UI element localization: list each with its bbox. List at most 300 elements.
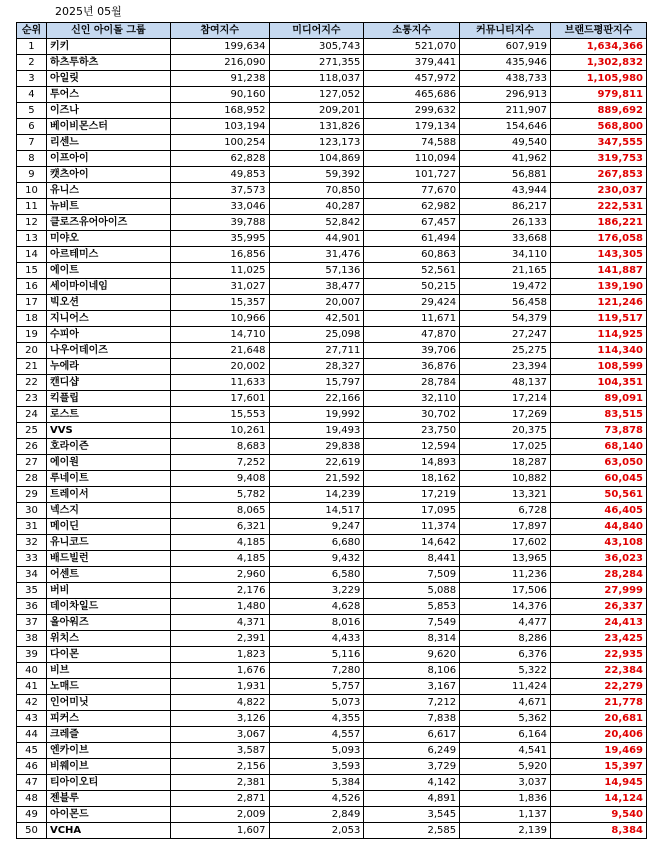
cell-rank: 28 (17, 471, 47, 487)
cell-media: 104,869 (269, 151, 364, 167)
cell-media: 25,098 (269, 327, 364, 343)
cell-brand-index: 63,050 (551, 455, 647, 471)
cell-participation: 4,185 (170, 551, 269, 567)
cell-community: 6,164 (460, 727, 551, 743)
cell-communication: 36,876 (364, 359, 460, 375)
cell-brand-index: 26,337 (551, 599, 647, 615)
cell-brand-index: 60,045 (551, 471, 647, 487)
table-header-row (17, 23, 647, 39)
cell-group-name: 아일릿 (46, 71, 170, 87)
cell-brand-index: 139,190 (551, 279, 647, 295)
cell-group-name: 캔디샵 (46, 375, 170, 391)
cell-rank: 15 (17, 263, 47, 279)
cell-participation: 1,931 (170, 679, 269, 695)
cell-participation: 17,601 (170, 391, 269, 407)
cell-brand-index: 9,540 (551, 807, 647, 823)
cell-media: 19,493 (269, 423, 364, 439)
cell-participation: 31,027 (170, 279, 269, 295)
cell-community: 25,275 (460, 343, 551, 359)
table-row (17, 279, 647, 295)
cell-community: 17,897 (460, 519, 551, 535)
cell-participation: 91,238 (170, 71, 269, 87)
cell-participation: 199,634 (170, 39, 269, 55)
cell-community: 23,394 (460, 359, 551, 375)
table-row (17, 71, 647, 87)
cell-brand-index: 222,531 (551, 199, 647, 215)
cell-participation: 2,960 (170, 567, 269, 583)
cell-group-name: 누에라 (46, 359, 170, 375)
cell-group-name: VCHA (46, 823, 170, 839)
cell-communication: 50,215 (364, 279, 460, 295)
table-row (17, 55, 647, 71)
cell-rank: 24 (17, 407, 47, 423)
cell-media: 44,901 (269, 231, 364, 247)
cell-community: 17,214 (460, 391, 551, 407)
table-row (17, 599, 647, 615)
cell-group-name: 아이몬드 (46, 807, 170, 823)
cell-communication: 7,838 (364, 711, 460, 727)
cell-community: 17,506 (460, 583, 551, 599)
cell-media: 5,757 (269, 679, 364, 695)
cell-rank: 47 (17, 775, 47, 791)
cell-brand-index: 15,397 (551, 759, 647, 775)
table-row (17, 551, 647, 567)
cell-group-name: 수피아 (46, 327, 170, 343)
cell-community: 11,236 (460, 567, 551, 583)
cell-rank: 6 (17, 119, 47, 135)
cell-community: 4,541 (460, 743, 551, 759)
cell-rank: 1 (17, 39, 47, 55)
cell-community: 34,110 (460, 247, 551, 263)
cell-communication: 61,494 (364, 231, 460, 247)
cell-rank: 3 (17, 71, 47, 87)
cell-community: 27,247 (460, 327, 551, 343)
cell-participation: 10,261 (170, 423, 269, 439)
cell-community: 41,962 (460, 151, 551, 167)
cell-communication: 8,106 (364, 663, 460, 679)
table-row (17, 631, 647, 647)
table-row (17, 247, 647, 263)
cell-communication: 2,585 (364, 823, 460, 839)
cell-brand-index: 1,105,980 (551, 71, 647, 87)
table-row (17, 743, 647, 759)
cell-community: 211,907 (460, 103, 551, 119)
cell-community: 18,287 (460, 455, 551, 471)
cell-rank: 37 (17, 615, 47, 631)
header-media: 미디어지수 (269, 23, 364, 39)
page-title: 2025년 05월 (55, 5, 122, 18)
table-row (17, 439, 647, 455)
cell-community: 17,025 (460, 439, 551, 455)
cell-community: 17,602 (460, 535, 551, 551)
cell-brand-index: 1,302,832 (551, 55, 647, 71)
cell-brand-index: 22,279 (551, 679, 647, 695)
cell-group-name: 노매드 (46, 679, 170, 695)
cell-media: 21,592 (269, 471, 364, 487)
cell-rank: 12 (17, 215, 47, 231)
table-row (17, 583, 647, 599)
cell-participation: 9,408 (170, 471, 269, 487)
cell-rank: 49 (17, 807, 47, 823)
cell-media: 3,229 (269, 583, 364, 599)
cell-brand-index: 1,634,366 (551, 39, 647, 55)
cell-communication: 110,094 (364, 151, 460, 167)
cell-rank: 10 (17, 183, 47, 199)
cell-rank: 21 (17, 359, 47, 375)
cell-participation: 2,009 (170, 807, 269, 823)
cell-group-name: 비웨이브 (46, 759, 170, 775)
cell-community: 26,133 (460, 215, 551, 231)
table-row (17, 503, 647, 519)
cell-group-name: 데이차일드 (46, 599, 170, 615)
cell-media: 209,201 (269, 103, 364, 119)
cell-community: 13,965 (460, 551, 551, 567)
cell-community: 48,137 (460, 375, 551, 391)
table-row (17, 343, 647, 359)
cell-group-name: 클로즈유어아이즈 (46, 215, 170, 231)
cell-participation: 21,648 (170, 343, 269, 359)
cell-brand-index: 108,599 (551, 359, 647, 375)
cell-group-name: 빅오션 (46, 295, 170, 311)
cell-participation: 62,828 (170, 151, 269, 167)
cell-media: 5,093 (269, 743, 364, 759)
cell-group-name: 세이마이네임 (46, 279, 170, 295)
cell-participation: 11,025 (170, 263, 269, 279)
table-row (17, 807, 647, 823)
cell-participation: 2,176 (170, 583, 269, 599)
cell-group-name: 유니스 (46, 183, 170, 199)
cell-rank: 4 (17, 87, 47, 103)
cell-brand-index: 23,425 (551, 631, 647, 647)
cell-communication: 7,509 (364, 567, 460, 583)
cell-brand-index: 14,124 (551, 791, 647, 807)
cell-brand-index: 44,840 (551, 519, 647, 535)
table-row (17, 471, 647, 487)
cell-group-name: 위치스 (46, 631, 170, 647)
cell-rank: 7 (17, 135, 47, 151)
cell-rank: 41 (17, 679, 47, 695)
cell-media: 22,166 (269, 391, 364, 407)
cell-communication: 379,441 (364, 55, 460, 71)
cell-community: 4,477 (460, 615, 551, 631)
cell-group-name: 투어스 (46, 87, 170, 103)
cell-rank: 8 (17, 151, 47, 167)
cell-brand-index: 889,692 (551, 103, 647, 119)
cell-media: 15,797 (269, 375, 364, 391)
cell-media: 2,849 (269, 807, 364, 823)
cell-communication: 101,727 (364, 167, 460, 183)
cell-media: 6,580 (269, 567, 364, 583)
cell-group-name: 뉴비트 (46, 199, 170, 215)
cell-community: 56,458 (460, 295, 551, 311)
cell-communication: 30,702 (364, 407, 460, 423)
cell-rank: 19 (17, 327, 47, 343)
cell-brand-index: 20,406 (551, 727, 647, 743)
cell-participation: 2,381 (170, 775, 269, 791)
cell-participation: 16,856 (170, 247, 269, 263)
cell-media: 3,593 (269, 759, 364, 775)
cell-rank: 48 (17, 791, 47, 807)
cell-communication: 14,642 (364, 535, 460, 551)
cell-brand-index: 121,246 (551, 295, 647, 311)
table-row (17, 135, 647, 151)
cell-participation: 216,090 (170, 55, 269, 71)
cell-group-name: 엔카이브 (46, 743, 170, 759)
cell-participation: 7,252 (170, 455, 269, 471)
cell-media: 29,838 (269, 439, 364, 455)
cell-brand-index: 8,384 (551, 823, 647, 839)
cell-participation: 14,710 (170, 327, 269, 343)
cell-communication: 3,167 (364, 679, 460, 695)
cell-communication: 6,249 (364, 743, 460, 759)
cell-group-name: 캣츠아이 (46, 167, 170, 183)
cell-media: 305,743 (269, 39, 364, 55)
cell-rank: 46 (17, 759, 47, 775)
cell-rank: 17 (17, 295, 47, 311)
cell-communication: 67,457 (364, 215, 460, 231)
cell-group-name: 지니어스 (46, 311, 170, 327)
cell-media: 2,053 (269, 823, 364, 839)
cell-community: 54,379 (460, 311, 551, 327)
table-row (17, 391, 647, 407)
cell-community: 6,376 (460, 647, 551, 663)
cell-group-name: 킥플립 (46, 391, 170, 407)
cell-community: 21,165 (460, 263, 551, 279)
cell-media: 70,850 (269, 183, 364, 199)
table-row (17, 695, 647, 711)
cell-participation: 37,573 (170, 183, 269, 199)
cell-brand-index: 83,515 (551, 407, 647, 423)
cell-group-name: 다이몬 (46, 647, 170, 663)
cell-media: 20,007 (269, 295, 364, 311)
table-row (17, 663, 647, 679)
cell-participation: 39,788 (170, 215, 269, 231)
cell-community: 43,944 (460, 183, 551, 199)
cell-communication: 6,617 (364, 727, 460, 743)
cell-participation: 3,067 (170, 727, 269, 743)
cell-community: 4,671 (460, 695, 551, 711)
cell-media: 40,287 (269, 199, 364, 215)
table-row (17, 263, 647, 279)
cell-communication: 11,671 (364, 311, 460, 327)
cell-media: 59,392 (269, 167, 364, 183)
cell-brand-index: 14,945 (551, 775, 647, 791)
cell-media: 4,433 (269, 631, 364, 647)
cell-community: 86,217 (460, 199, 551, 215)
cell-rank: 29 (17, 487, 47, 503)
cell-participation: 15,357 (170, 295, 269, 311)
cell-rank: 27 (17, 455, 47, 471)
cell-communication: 457,972 (364, 71, 460, 87)
cell-communication: 8,441 (364, 551, 460, 567)
cell-participation: 4,822 (170, 695, 269, 711)
cell-media: 31,476 (269, 247, 364, 263)
cell-participation: 8,683 (170, 439, 269, 455)
cell-communication: 77,670 (364, 183, 460, 199)
cell-rank: 39 (17, 647, 47, 663)
cell-brand-index: 73,878 (551, 423, 647, 439)
cell-rank: 40 (17, 663, 47, 679)
cell-brand-index: 24,413 (551, 615, 647, 631)
cell-brand-index: 22,935 (551, 647, 647, 663)
table-row (17, 823, 647, 839)
cell-participation: 49,853 (170, 167, 269, 183)
cell-media: 14,517 (269, 503, 364, 519)
cell-group-name: 젠블루 (46, 791, 170, 807)
cell-community: 17,269 (460, 407, 551, 423)
cell-media: 52,842 (269, 215, 364, 231)
cell-community: 19,472 (460, 279, 551, 295)
header-brand-index: 브랜드평판지수 (551, 23, 647, 39)
cell-community: 435,946 (460, 55, 551, 71)
table-row (17, 407, 647, 423)
cell-media: 131,826 (269, 119, 364, 135)
cell-group-name: 이즈나 (46, 103, 170, 119)
cell-brand-index: 19,469 (551, 743, 647, 759)
table-row (17, 487, 647, 503)
cell-group-name: VVS (46, 423, 170, 439)
cell-media: 5,116 (269, 647, 364, 663)
cell-communication: 9,620 (364, 647, 460, 663)
cell-group-name: 이프아이 (46, 151, 170, 167)
cell-group-name: 트레이서 (46, 487, 170, 503)
cell-rank: 45 (17, 743, 47, 759)
cell-brand-index: 114,925 (551, 327, 647, 343)
cell-brand-index: 27,999 (551, 583, 647, 599)
cell-group-name: 호라이즌 (46, 439, 170, 455)
cell-communication: 17,219 (364, 487, 460, 503)
cell-media: 28,327 (269, 359, 364, 375)
cell-rank: 43 (17, 711, 47, 727)
cell-participation: 35,995 (170, 231, 269, 247)
cell-media: 14,239 (269, 487, 364, 503)
cell-participation: 5,782 (170, 487, 269, 503)
cell-communication: 52,561 (364, 263, 460, 279)
cell-rank: 18 (17, 311, 47, 327)
cell-communication: 8,314 (364, 631, 460, 647)
cell-brand-index: 22,384 (551, 663, 647, 679)
cell-rank: 33 (17, 551, 47, 567)
cell-participation: 15,553 (170, 407, 269, 423)
table-row (17, 775, 647, 791)
cell-rank: 38 (17, 631, 47, 647)
cell-group-name: 유니코드 (46, 535, 170, 551)
cell-group-name: 에이원 (46, 455, 170, 471)
cell-group-name: 루네이트 (46, 471, 170, 487)
cell-participation: 2,156 (170, 759, 269, 775)
cell-media: 22,619 (269, 455, 364, 471)
cell-rank: 2 (17, 55, 47, 71)
cell-media: 6,680 (269, 535, 364, 551)
cell-rank: 20 (17, 343, 47, 359)
cell-participation: 1,823 (170, 647, 269, 663)
cell-community: 49,540 (460, 135, 551, 151)
cell-communication: 5,088 (364, 583, 460, 599)
cell-rank: 5 (17, 103, 47, 119)
cell-media: 127,052 (269, 87, 364, 103)
cell-participation: 1,676 (170, 663, 269, 679)
table-row (17, 759, 647, 775)
cell-group-name: 아르테미스 (46, 247, 170, 263)
cell-community: 296,913 (460, 87, 551, 103)
table-row (17, 327, 647, 343)
cell-brand-index: 50,561 (551, 487, 647, 503)
cell-rank: 31 (17, 519, 47, 535)
header-community: 커뮤니티지수 (460, 23, 551, 39)
table-row (17, 215, 647, 231)
cell-rank: 35 (17, 583, 47, 599)
cell-media: 27,711 (269, 343, 364, 359)
cell-media: 4,355 (269, 711, 364, 727)
table-row (17, 791, 647, 807)
cell-communication: 32,110 (364, 391, 460, 407)
header-rank: 순위 (17, 23, 47, 39)
cell-brand-index: 979,811 (551, 87, 647, 103)
cell-group-name: 키키 (46, 39, 170, 55)
table-row (17, 87, 647, 103)
cell-brand-index: 319,753 (551, 151, 647, 167)
table-row (17, 647, 647, 663)
cell-participation: 4,371 (170, 615, 269, 631)
cell-media: 8,016 (269, 615, 364, 631)
cell-group-name: 인어미닛 (46, 695, 170, 711)
cell-rank: 14 (17, 247, 47, 263)
cell-brand-index: 43,108 (551, 535, 647, 551)
cell-rank: 32 (17, 535, 47, 551)
cell-group-name: 에이트 (46, 263, 170, 279)
cell-participation: 1,607 (170, 823, 269, 839)
cell-media: 4,628 (269, 599, 364, 615)
cell-rank: 16 (17, 279, 47, 295)
cell-participation: 1,480 (170, 599, 269, 615)
cell-rank: 42 (17, 695, 47, 711)
table-row (17, 375, 647, 391)
cell-participation: 100,254 (170, 135, 269, 151)
cell-brand-index: 176,058 (551, 231, 647, 247)
cell-participation: 90,160 (170, 87, 269, 103)
cell-rank: 30 (17, 503, 47, 519)
cell-communication: 299,632 (364, 103, 460, 119)
cell-rank: 23 (17, 391, 47, 407)
cell-participation: 8,065 (170, 503, 269, 519)
cell-media: 57,136 (269, 263, 364, 279)
cell-group-name: 배드빌런 (46, 551, 170, 567)
table-row (17, 359, 647, 375)
cell-brand-index: 68,140 (551, 439, 647, 455)
cell-rank: 36 (17, 599, 47, 615)
cell-brand-index: 143,305 (551, 247, 647, 263)
table-row (17, 151, 647, 167)
cell-media: 5,384 (269, 775, 364, 791)
table-row (17, 119, 647, 135)
cell-communication: 7,212 (364, 695, 460, 711)
cell-community: 33,668 (460, 231, 551, 247)
cell-participation: 6,321 (170, 519, 269, 535)
cell-communication: 17,095 (364, 503, 460, 519)
cell-media: 9,432 (269, 551, 364, 567)
cell-brand-index: 141,887 (551, 263, 647, 279)
cell-community: 6,728 (460, 503, 551, 519)
cell-group-name: 미야오 (46, 231, 170, 247)
cell-media: 123,173 (269, 135, 364, 151)
cell-community: 20,375 (460, 423, 551, 439)
table-row (17, 39, 647, 55)
cell-rank: 22 (17, 375, 47, 391)
table-body (17, 39, 647, 839)
cell-brand-index: 347,555 (551, 135, 647, 151)
table-row (17, 519, 647, 535)
table-row (17, 567, 647, 583)
